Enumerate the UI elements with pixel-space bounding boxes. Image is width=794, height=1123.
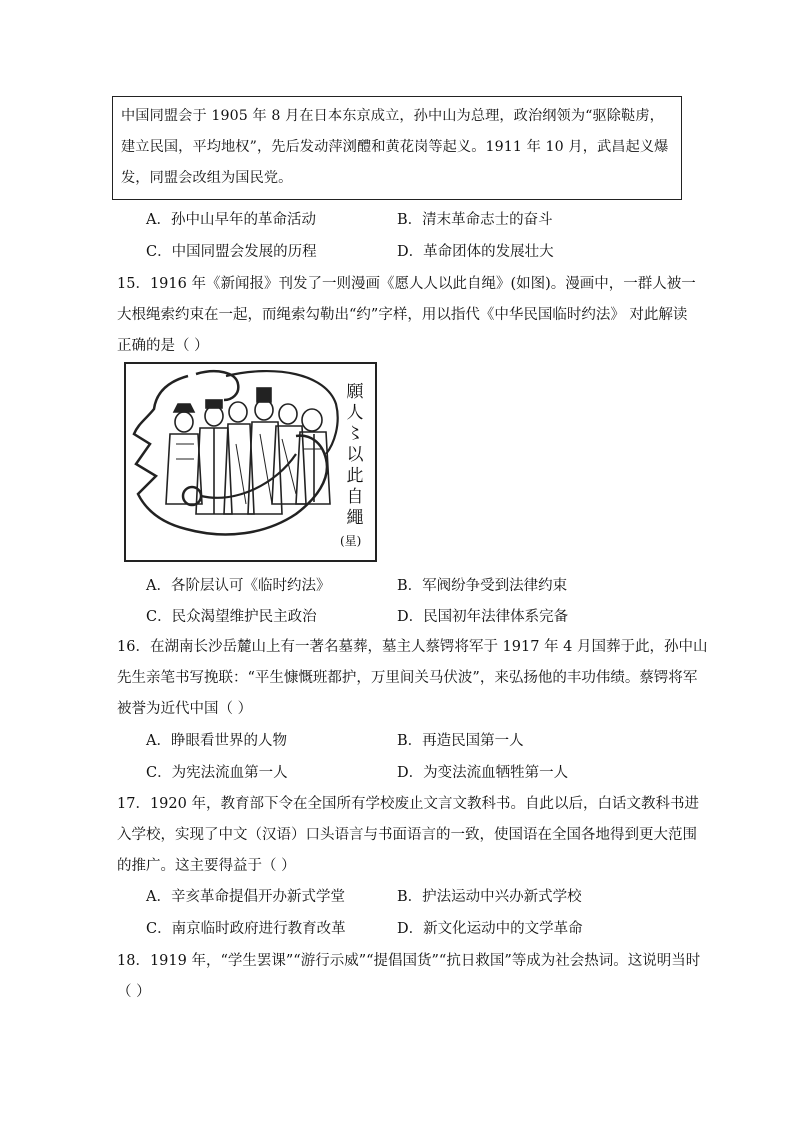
q16-option-c[interactable]: C．为宪法流血第一人 [146, 765, 288, 781]
q14-option-d[interactable]: D．革命团体的发展壮大 [397, 244, 554, 260]
passage-box [112, 96, 682, 200]
caption-char: 〻 [346, 424, 364, 444]
q16-line-1: 16．在湖南长沙岳麓山上有一著名墓葬，墓主人蔡锷将军于 1917 年 4 月国葬于此，孙中山 [117, 639, 708, 655]
q17-option-a[interactable]: A．辛亥革命提倡开办新式学堂 [146, 889, 345, 905]
q15-option-c[interactable]: C．民众渴望维护民主政治 [146, 609, 317, 625]
caption-char: 此 [346, 466, 364, 486]
q17-line-1: 17．1920 年，教育部下令在全国所有学校废止文言文教科书。自此以后，白话文教科书进 [117, 796, 699, 812]
q16-option-d[interactable]: D．为变法流血牺牲第一人 [397, 765, 569, 781]
q16-option-a[interactable]: A．睁眼看世界的人物 [146, 733, 287, 749]
q14-option-c[interactable]: C．中国同盟会发展的历程 [146, 244, 317, 260]
cartoon-caption [344, 382, 366, 529]
caption-char: 人 [346, 403, 364, 423]
q16-line-2: 先生亲笔书写挽联：“平生慷慨班都护，万里间关马伏波”，来弘扬他的丰功伟绩。蔡锷将军 [117, 670, 698, 686]
q15-option-d[interactable]: D．民国初年法律体系完备 [397, 609, 569, 625]
caption-char: 自 [346, 487, 364, 507]
q17-line-3: 的推广。这主要得益于（ ） [117, 858, 296, 874]
q18-line-2: （ ） [117, 984, 151, 1000]
q14-option-b[interactable]: B．清末革命志士的奋斗 [397, 212, 553, 228]
cartoon-stamp: (星) [340, 534, 362, 548]
q15-option-a[interactable]: A．各阶层认可《临时约法》 [146, 578, 331, 594]
q15-option-b[interactable]: B．军阀纷争受到法律约束 [397, 578, 568, 594]
q18-line-1: 18．1919 年，“学生罢课”“游行示威”“提倡国货”“抗日救国”等成为社会热词。这说明当时 [117, 953, 701, 969]
q15-line-3: 正确的是（ ） [117, 338, 209, 354]
caption-char: 願 [346, 382, 364, 402]
q17-option-d[interactable]: D．新文化运动中的文学革命 [397, 921, 583, 937]
cartoon-image [124, 362, 377, 562]
caption-char: 繩 [346, 508, 364, 528]
q17-line-2: 入学校，实现了中文（汉语）口头语言与书面语言的一致，使国语在全国各地得到更大范围 [117, 827, 697, 843]
q14-option-a[interactable]: A．孙中山早年的革命活动 [146, 212, 316, 228]
q15-line-1: 15．1916 年《新闻报》刊发了一则漫画《愿人人以此自绳》(如图)。漫画中，一群人被一 [117, 276, 696, 292]
passage-text: 中国同盟会于 1905 年 8 月在日本东京成立，孙中山为总理，政治纲领为“驱除鞑虏，建立民国，平均地权”，先后发动萍浏醴和黄花岗等起义。1911 年 10 月，武昌起义爆发，同盟会改组为国民党。 [121, 108, 669, 186]
q16-line-3: 被誉为近代中国（ ） [117, 701, 253, 717]
q17-option-b[interactable]: B．护法运动中兴办新式学校 [397, 889, 582, 905]
q16-option-b[interactable]: B．再造民国第一人 [397, 733, 524, 749]
q17-option-c[interactable]: C．南京临时政府进行教育改革 [146, 921, 346, 937]
caption-char: 以 [346, 445, 364, 465]
q15-line-2: 大根绳索约束在一起，而绳索勾勒出“约”字样，用以指代《中华民国临时约法》 对此解读 [117, 307, 688, 323]
